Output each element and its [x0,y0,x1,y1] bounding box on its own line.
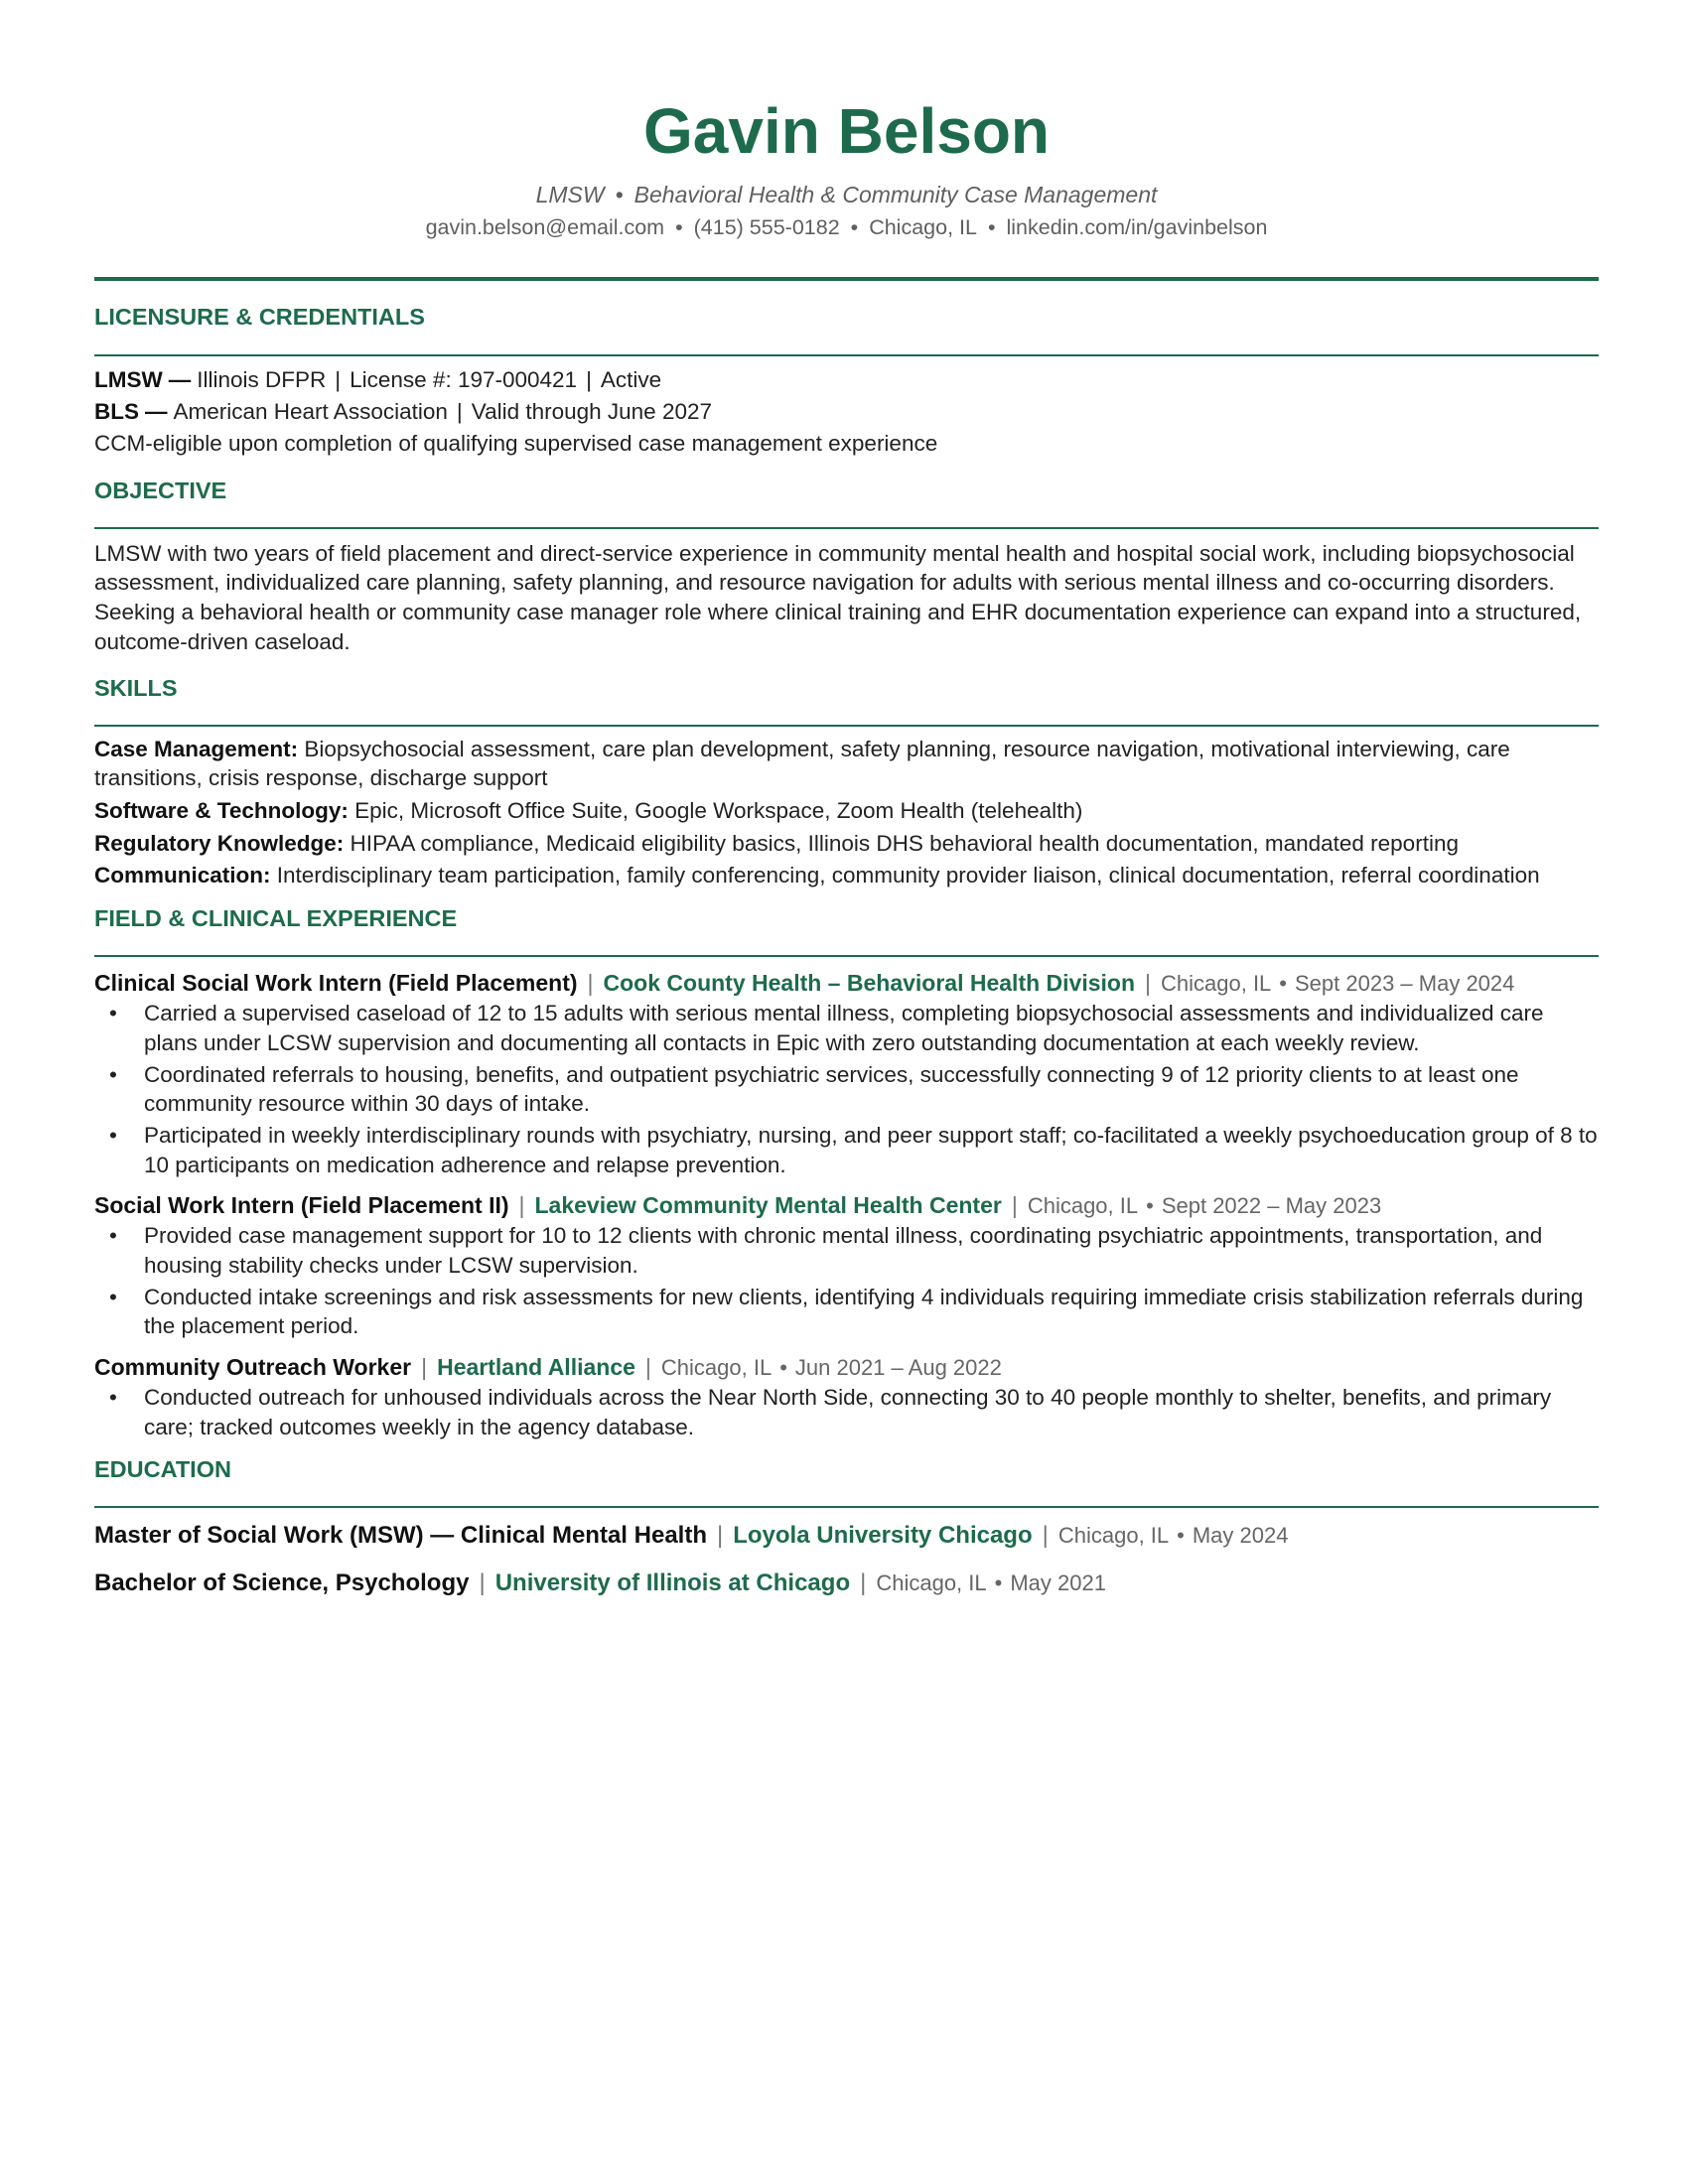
section-title-objective: OBJECTIVE [94,477,227,503]
section-title-licensure: LICENSURE & CREDENTIALS [94,304,425,331]
job-organization: Cook County Health – Behavioral Health Division [603,970,1136,997]
tagline-credential: LMSW [535,182,605,207]
skill-text: Epic, Microsoft Office Suite, Google Workspace, Zoom Health (telehealth) [354,798,1083,824]
header-divider [94,277,1599,281]
separator-bar: | [335,366,342,392]
skill-label: Software & Technology: [94,798,349,824]
credential-dash: — [145,398,168,424]
tagline [94,182,1599,209]
contact-location: Chicago, IL [869,214,977,239]
skill-label: Communication: [94,863,271,888]
credential-name: LMSW [94,366,163,392]
credential-dash: — [168,366,192,392]
job-organization: Heartland Alliance [437,1353,635,1380]
job-bullets [94,999,1599,1179]
credentials-list [94,364,1599,428]
job-header [94,969,1599,999]
separator-dot: • [615,182,624,207]
skill-row [94,829,1599,859]
separator-bar: | [456,398,463,424]
separator-dot: • [779,1354,787,1380]
skill-row [94,735,1599,793]
job-bullet: • Participated in weekly interdisciplinary rounds with psychiatry, nursing, and peer support staff; co-facilitated a weekly psychoeducation group of 8 to 10 participants on medication adherence and relapse prevention. [94,1121,1599,1179]
job-bullet: • Conducted intake screenings and risk assessments for new clients, identifying 4 individuals requiring immediate crisis stabilization referrals during the placement period. [94,1283,1599,1341]
skill-row [94,861,1599,890]
job-header [94,1353,1599,1383]
section-title-skills: SKILLS [94,674,178,701]
contact-phone[interactable]: (415) 555-0182 [693,214,840,239]
tagline-focus: Behavioral Health & Community Case Management [633,182,1158,207]
credential-detail: Active [600,366,662,392]
job-bullets [94,1383,1599,1441]
credential-note: CCM-eligible upon completion of qualifying supervised case management experience [94,430,938,456]
separator-bar: | [1145,970,1151,997]
job-title: Community Outreach Worker [94,1353,412,1380]
separator-bar: | [716,1522,724,1550]
separator-dot: • [675,214,683,239]
education-school: Loyola University Chicago [733,1522,1033,1550]
education-degree: Bachelor of Science, Psychology [94,1569,470,1596]
credential-detail: American Heart Association [173,398,448,424]
job-dates: Sept 2022 – May 2023 [1161,1193,1382,1219]
section-divider [94,354,1599,356]
skills-list [94,735,1599,890]
education-school: University of Illinois at Chicago [494,1569,851,1596]
education-list [94,1520,1599,1597]
contact-line [94,215,1599,241]
job-dates: Jun 2021 – Aug 2022 [794,1354,1002,1380]
credential-detail: Illinois DFPR [197,366,327,392]
education-location: Chicago, IL [876,1570,987,1595]
job-entry [94,1191,1599,1341]
education-entry [94,1520,1599,1551]
separator-dot: • [1177,1523,1185,1549]
job-bullet: • Carried a supervised caseload of 12 to 15 adults with serious mental illness, completing biopsychosocial assessments and individualized care plans under LCSW supervision and documenting all contacts in Epic with zero outstanding documentation at each weekly review. [94,999,1599,1057]
job-bullet: • Conducted outreach for unhoused individuals across the Near North Side, connecting 30 to 40 people monthly to shelter, benefits, and primary care; tracked outcomes weekly in the agency database. [94,1383,1599,1441]
objective-text: LMSW with two years of field placement and direct-service experience in community mental health and hospital social work, including biopsychosocial assessment, individualized care planning, safety planning, and resource navigation for adults with serious mental illness and co-occurring disorders. Seeking a behavioral health or community case manager role where clinical training and EHR documentation experience can expand into a structured, outcome-driven caseload. [94,540,1582,654]
separator-bar: | [1011,1192,1018,1219]
job-entry [94,1353,1599,1441]
experience-list [94,969,1599,1441]
section-title-education: EDUCATION [94,1456,231,1483]
separator-bar: | [421,1353,428,1380]
job-title: Social Work Intern (Field Placement II) [94,1192,509,1219]
job-bullets [94,1221,1599,1341]
skill-label: Case Management: [94,736,299,761]
separator-dot: • [994,1570,1003,1595]
separator-dot: • [1146,1193,1154,1219]
job-location: Chicago, IL [1027,1193,1139,1219]
section-divider [94,955,1599,957]
separator-bar: | [587,970,594,997]
credential-name: BLS [94,398,139,424]
skill-text: Interdisciplinary team participation, family conferencing, community provider liaison, clinical documentation, referral coordination [276,863,1540,888]
skill-row [94,796,1599,826]
job-location: Chicago, IL [1161,971,1272,997]
contact-linkedin[interactable]: linkedin.com/in/gavinbelson [1006,214,1268,239]
job-bullet: • Provided case management support for 10 to 12 clients with chronic mental illness, coordinating psychiatric appointments, transportation, and housing stability checks under LCSW supervision. [94,1221,1599,1280]
candidate-name: Gavin Belson [643,95,1050,167]
separator-bar: | [1042,1522,1049,1550]
job-entry [94,969,1599,1179]
job-dates: Sept 2023 – May 2024 [1295,971,1515,997]
education-degree: Master of Social Work (MSW) — Clinical Mental Health [94,1522,707,1550]
section-title-experience: FIELD & CLINICAL EXPERIENCE [94,905,458,932]
credential-detail: Valid through June 2027 [471,398,713,424]
separator-dot: • [987,214,996,239]
separator-bar: | [479,1569,486,1596]
separator-bar: | [518,1192,525,1219]
separator-bar: | [644,1353,651,1380]
skill-text: HIPAA compliance, Medicaid eligibility basics, Illinois DHS behavioral health documentation, mandated reporting [350,830,1459,856]
credential-detail: License #: 197-000421 [350,366,578,392]
credential-line [94,364,1599,396]
job-organization: Lakeview Community Mental Health Center [534,1192,1002,1219]
job-bullet: • Coordinated referrals to housing, benefits, and outpatient psychiatric services, successfully connecting 9 of 12 priority clients to at least one community resource within 30 days of intake. [94,1060,1599,1119]
credential-line [94,396,1599,428]
education-location: Chicago, IL [1057,1523,1170,1549]
job-header [94,1191,1599,1221]
contact-email[interactable]: gavin.belson@email.com [425,214,665,239]
skill-text: Biopsychosocial assessment, care plan development, safety planning, resource navigation, motivational interviewing, care transitions, crisis response, discharge support [94,736,1510,791]
separator-dot: • [1279,971,1287,997]
job-location: Chicago, IL [660,1354,773,1380]
resume-page [94,0,1599,1614]
education-date: May 2024 [1192,1523,1289,1549]
section-divider [94,1506,1599,1508]
separator-bar: | [586,366,592,392]
job-title: Clinical Social Work Intern (Field Placement) [94,970,578,997]
section-divider [94,527,1599,529]
education-date: May 2021 [1010,1570,1106,1595]
section-divider [94,725,1599,727]
skill-label: Regulatory Knowledge: [94,830,345,856]
education-entry [94,1568,1599,1598]
separator-dot: • [850,214,859,239]
separator-bar: | [860,1569,867,1596]
